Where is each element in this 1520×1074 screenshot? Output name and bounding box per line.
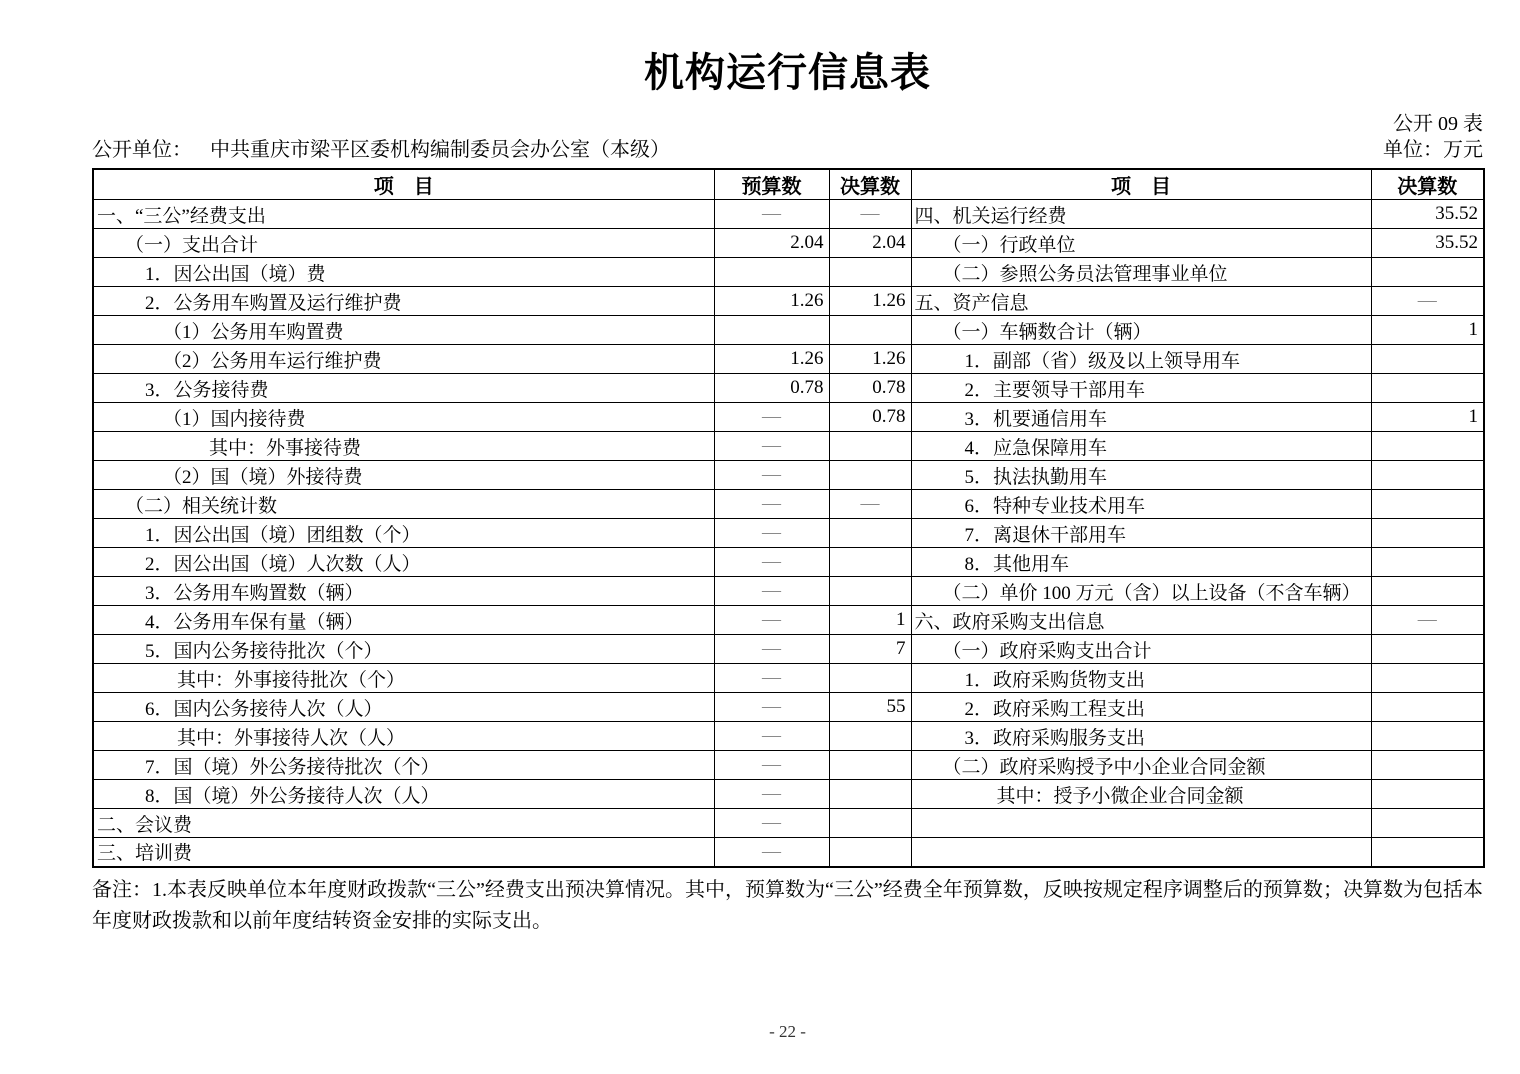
final-value-cell-left: 1.26 xyxy=(829,287,911,316)
budget-value-cell: 0.78 xyxy=(714,374,829,403)
budget-value-cell xyxy=(714,316,829,345)
final-value-cell-right xyxy=(1371,519,1484,548)
table-row xyxy=(93,461,1484,490)
item-cell-left: 一、“三公”经费支出 xyxy=(93,200,714,229)
item-cell-right: （一）车辆数合计（辆） xyxy=(911,316,1371,345)
final-value-cell-left xyxy=(829,780,911,809)
final-value-cell-right: — xyxy=(1371,287,1484,316)
budget-value-cell: — xyxy=(714,780,829,809)
final-value-cell-right xyxy=(1371,809,1484,838)
final-value-cell-right xyxy=(1371,548,1484,577)
final-value-cell-right xyxy=(1371,635,1484,664)
table-row xyxy=(93,258,1484,287)
item-cell-left: 5．国内公务接待批次（个） xyxy=(93,635,714,664)
table-row xyxy=(93,809,1484,838)
budget-value-cell: — xyxy=(714,432,829,461)
unit-name: 中共重庆市梁平区委机构编制委员会办公室（本级） xyxy=(210,139,670,161)
item-cell-left: （2）公务用车运行维护费 xyxy=(93,345,714,374)
table-row xyxy=(93,229,1484,258)
header-budget: 预算数 xyxy=(714,169,829,200)
budget-value-cell: 1.26 xyxy=(714,287,829,316)
item-cell-right: 4．应急保障用车 xyxy=(911,432,1371,461)
table-row xyxy=(93,664,1484,693)
budget-value-cell: — xyxy=(714,403,829,432)
org-operation-table xyxy=(92,168,1485,868)
item-cell-left: 其中：外事接待费 xyxy=(93,432,714,461)
item-cell-right: 五、资产信息 xyxy=(911,287,1371,316)
budget-value-cell: — xyxy=(714,200,829,229)
table-code: 公开 09 表 xyxy=(1393,113,1483,135)
table-row xyxy=(93,780,1484,809)
item-cell-left: （一）支出合计 xyxy=(93,229,714,258)
final-value-cell-left xyxy=(829,519,911,548)
document-content xyxy=(92,0,1483,937)
budget-value-cell: — xyxy=(714,809,829,838)
table-row xyxy=(93,374,1484,403)
item-cell-left: 二、会议费 xyxy=(93,809,714,838)
final-value-cell-right: — xyxy=(1371,606,1484,635)
item-cell-left: 其中：外事接待人次（人） xyxy=(93,722,714,751)
budget-value-cell: 2.04 xyxy=(714,229,829,258)
table-row xyxy=(93,519,1484,548)
final-value-cell-right xyxy=(1371,838,1484,867)
final-value-cell-right: 35.52 xyxy=(1371,229,1484,258)
final-value-cell-right: 1 xyxy=(1371,316,1484,345)
budget-value-cell: — xyxy=(714,664,829,693)
item-cell-left: 7．国（境）外公务接待批次（个） xyxy=(93,751,714,780)
budget-value-cell: — xyxy=(714,461,829,490)
final-value-cell-right xyxy=(1371,490,1484,519)
item-cell-left: 4．公务用车保有量（辆） xyxy=(93,606,714,635)
table-row xyxy=(93,635,1484,664)
table-body xyxy=(93,200,1484,867)
final-value-cell-right xyxy=(1371,722,1484,751)
unit-label: 公开单位： xyxy=(92,139,192,161)
item-cell-left: 1．因公出国（境）费 xyxy=(93,258,714,287)
table-row xyxy=(93,722,1484,751)
final-value-cell-right xyxy=(1371,780,1484,809)
header-item-left: 项 目 xyxy=(93,169,714,200)
item-cell-right: （二）单价 100 万元（含）以上设备（不含车辆） xyxy=(911,577,1371,606)
final-value-cell-right xyxy=(1371,751,1484,780)
table-row xyxy=(93,693,1484,722)
final-value-cell-left xyxy=(829,548,911,577)
final-value-cell-right xyxy=(1371,345,1484,374)
budget-value-cell: — xyxy=(714,838,829,867)
table-row xyxy=(93,287,1484,316)
final-value-cell-left xyxy=(829,461,911,490)
item-cell-right: 2．政府采购工程支出 xyxy=(911,693,1371,722)
table-row xyxy=(93,606,1484,635)
item-cell-left: 6．国内公务接待人次（人） xyxy=(93,693,714,722)
table-header-row xyxy=(93,169,1484,200)
table-row xyxy=(93,316,1484,345)
budget-value-cell: — xyxy=(714,490,829,519)
item-cell-left: 三、培训费 xyxy=(93,838,714,867)
final-value-cell-left: — xyxy=(829,200,911,229)
item-cell-right: 2．主要领导干部用车 xyxy=(911,374,1371,403)
item-cell-right: 8．其他用车 xyxy=(911,548,1371,577)
item-cell-left: 1．因公出国（境）团组数（个） xyxy=(93,519,714,548)
item-cell-right: 7．离退休干部用车 xyxy=(911,519,1371,548)
item-cell-right: 3．机要通信用车 xyxy=(911,403,1371,432)
item-cell-left: （1）国内接待费 xyxy=(93,403,714,432)
final-value-cell-right xyxy=(1371,461,1484,490)
final-value-cell-right xyxy=(1371,693,1484,722)
page-number: - 22 - xyxy=(769,1022,806,1041)
item-cell-left: （2）国（境）外接待费 xyxy=(93,461,714,490)
item-cell-right: 六、政府采购支出信息 xyxy=(911,606,1371,635)
header-final-left: 决算数 xyxy=(829,169,911,200)
budget-value-cell: — xyxy=(714,548,829,577)
table-row xyxy=(93,838,1484,867)
final-value-cell-left: 0.78 xyxy=(829,374,911,403)
final-value-cell-left: 7 xyxy=(829,635,911,664)
final-value-cell-right xyxy=(1371,577,1484,606)
item-cell-left: 3．公务用车购置数（辆） xyxy=(93,577,714,606)
item-cell-left: 2．公务用车购置及运行维护费 xyxy=(93,287,714,316)
item-cell-right: 6．特种专业技术用车 xyxy=(911,490,1371,519)
currency-note: 单位：万元 xyxy=(1383,139,1483,161)
budget-value-cell: — xyxy=(714,751,829,780)
final-value-cell-left xyxy=(829,838,911,867)
item-cell-left: 8．国（境）外公务接待人次（人） xyxy=(93,780,714,809)
table-row xyxy=(93,200,1484,229)
item-cell-right xyxy=(911,809,1371,838)
table-row xyxy=(93,403,1484,432)
final-value-cell-left xyxy=(829,316,911,345)
budget-value-cell: — xyxy=(714,606,829,635)
header-item-right: 项 目 xyxy=(911,169,1371,200)
final-value-cell-right: 1 xyxy=(1371,403,1484,432)
final-value-cell-right xyxy=(1371,432,1484,461)
final-value-cell-left xyxy=(829,258,911,287)
final-value-cell-left: 2.04 xyxy=(829,229,911,258)
page-title: 机构运行信息表 xyxy=(644,50,931,95)
item-cell-left: （1）公务用车购置费 xyxy=(93,316,714,345)
item-cell-left: （二）相关统计数 xyxy=(93,490,714,519)
item-cell-left: 其中：外事接待批次（个） xyxy=(93,664,714,693)
final-value-cell-left xyxy=(829,432,911,461)
disclosing-unit xyxy=(92,137,670,163)
item-cell-right: （一）政府采购支出合计 xyxy=(911,635,1371,664)
table-row xyxy=(93,577,1484,606)
final-value-cell-right xyxy=(1371,374,1484,403)
final-value-cell-left xyxy=(829,664,911,693)
item-cell-left: 2．因公出国（境）人次数（人） xyxy=(93,548,714,577)
table-row xyxy=(93,490,1484,519)
final-value-cell-left: — xyxy=(829,490,911,519)
budget-value-cell xyxy=(714,258,829,287)
table-row xyxy=(93,345,1484,374)
final-value-cell-left xyxy=(829,577,911,606)
final-value-cell-left: 0.78 xyxy=(829,403,911,432)
final-value-cell-left xyxy=(829,751,911,780)
final-value-cell-left xyxy=(829,722,911,751)
final-value-cell-right xyxy=(1371,664,1484,693)
item-cell-right: 1．政府采购货物支出 xyxy=(911,664,1371,693)
footnote: 备注：1.本表反映单位本年度财政拨款“三公”经费支出预决算情况。其中，预算数为“三公”经费全年预算数，反映按规定程序调整后的预算数；决算数为包括本年度财政拨款和以前年度结转资金安排的实际支出。 xyxy=(92,878,1483,932)
item-cell-right: 1．副部（省）级及以上领导用车 xyxy=(911,345,1371,374)
table-row xyxy=(93,432,1484,461)
budget-value-cell: 1.26 xyxy=(714,345,829,374)
budget-value-cell: — xyxy=(714,722,829,751)
final-value-cell-left: 1 xyxy=(829,606,911,635)
final-value-cell-right: 35.52 xyxy=(1371,200,1484,229)
item-cell-right xyxy=(911,838,1371,867)
item-cell-right: 5．执法执勤用车 xyxy=(911,461,1371,490)
final-value-cell-left xyxy=(829,809,911,838)
budget-value-cell: — xyxy=(714,577,829,606)
header-final-right: 决算数 xyxy=(1371,169,1484,200)
table-row xyxy=(93,548,1484,577)
table-row xyxy=(93,751,1484,780)
item-cell-left: 3．公务接待费 xyxy=(93,374,714,403)
item-cell-right: （一）行政单位 xyxy=(911,229,1371,258)
budget-value-cell: — xyxy=(714,693,829,722)
item-cell-right: 其中：授予小微企业合同金额 xyxy=(911,780,1371,809)
final-value-cell-left: 1.26 xyxy=(829,345,911,374)
item-cell-right: （二）政府采购授予中小企业合同金额 xyxy=(911,751,1371,780)
info-line xyxy=(92,137,1483,163)
item-cell-right: 3．政府采购服务支出 xyxy=(911,722,1371,751)
final-value-cell-left: 55 xyxy=(829,693,911,722)
item-cell-right: （二）参照公务员法管理事业单位 xyxy=(911,258,1371,287)
item-cell-right: 四、机关运行经费 xyxy=(911,200,1371,229)
budget-value-cell: — xyxy=(714,635,829,664)
budget-value-cell: — xyxy=(714,519,829,548)
final-value-cell-right xyxy=(1371,258,1484,287)
